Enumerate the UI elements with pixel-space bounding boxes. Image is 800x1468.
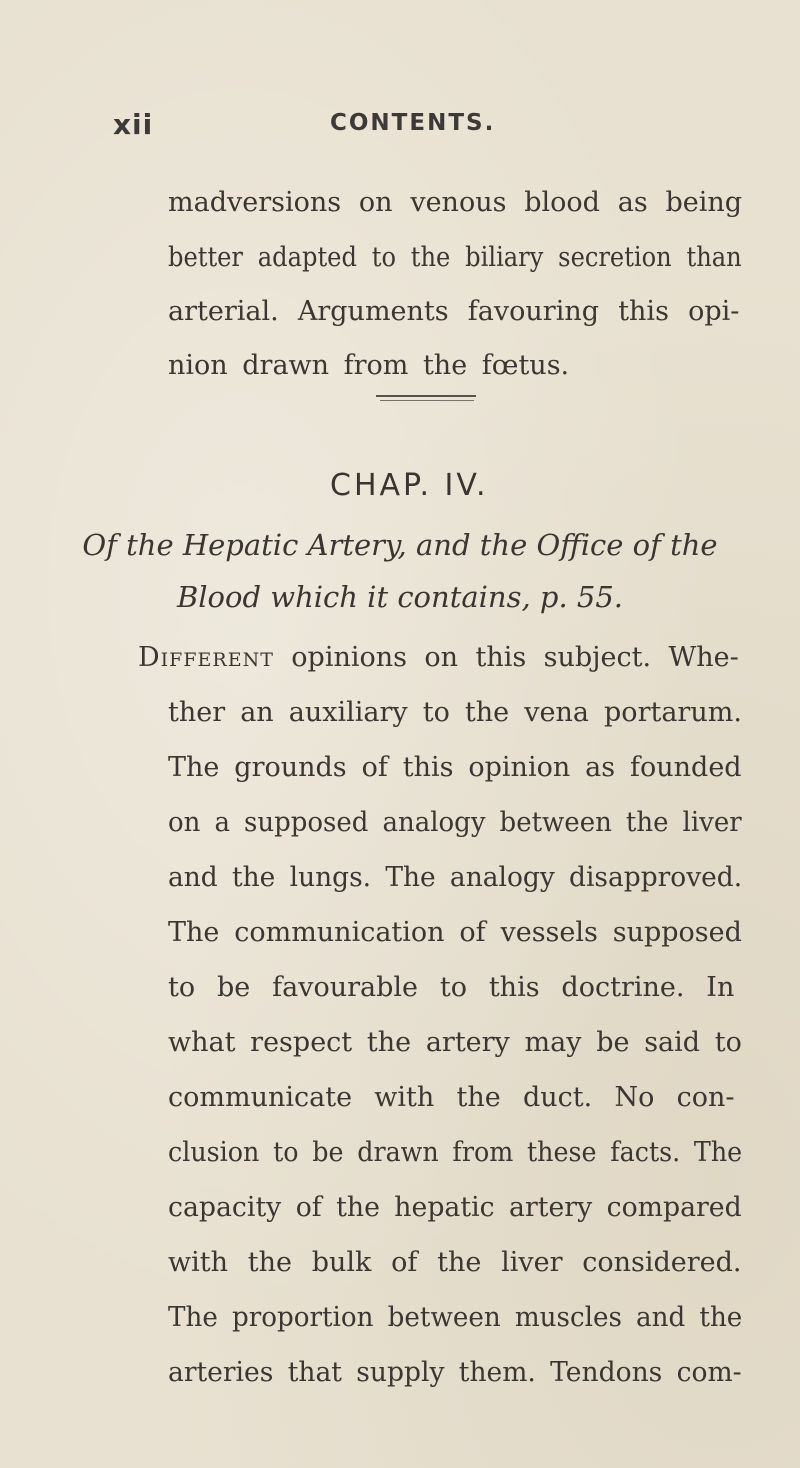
body-line: clusion to be drawn from these facts. The [168, 1137, 743, 1168]
chapter-title-line-2: Blood which it contains, p. 55. [176, 580, 624, 614]
body-line: The grounds of this opinion as founded [168, 752, 742, 783]
body-line: The proportion between muscles and the [168, 1302, 743, 1333]
intro-line-3: arterial. Arguments favouring this opi- [168, 296, 740, 327]
intro-line-1: madversions on venous blood as being [168, 187, 743, 218]
page-header [113, 108, 713, 148]
body-line: to be favourable to this doctrine. In [168, 972, 735, 1003]
body-line: what respect the artery may be said to [168, 1027, 742, 1058]
section-divider-thin [380, 400, 474, 401]
section-divider [376, 395, 476, 397]
body-line: on a supposed analogy between the liver [168, 807, 742, 838]
page-number: xii [113, 108, 154, 141]
body-line: communicate with the duct. No con- [168, 1082, 735, 1113]
body-line: arteries that supply them. Tendons com- [168, 1357, 742, 1388]
first-word: Different [138, 642, 274, 673]
first-line-rest: opinions on this subject. Whe- [273, 642, 739, 673]
intro-line-2: better adapted to the biliary secretion than [168, 242, 742, 273]
body-line: The communication of vessels supposed [168, 917, 742, 948]
body-line: with the bulk of the liver considered. [168, 1247, 742, 1278]
body-line: ther an auxiliary to the vena portarum. [168, 697, 742, 728]
running-head: CONTENTS. [330, 110, 496, 136]
chapter-heading: CHAP. IV. [330, 468, 489, 503]
intro-line-4: nion drawn from the fœtus. [168, 350, 570, 381]
body-line: and the lungs. The analogy disapproved. [168, 862, 743, 893]
body-line-1 [138, 642, 739, 673]
chapter-title-line-1: Of the Hepatic Artery, and the Office of the [82, 528, 718, 562]
body-line: capacity of the hepatic artery compared [168, 1192, 742, 1223]
